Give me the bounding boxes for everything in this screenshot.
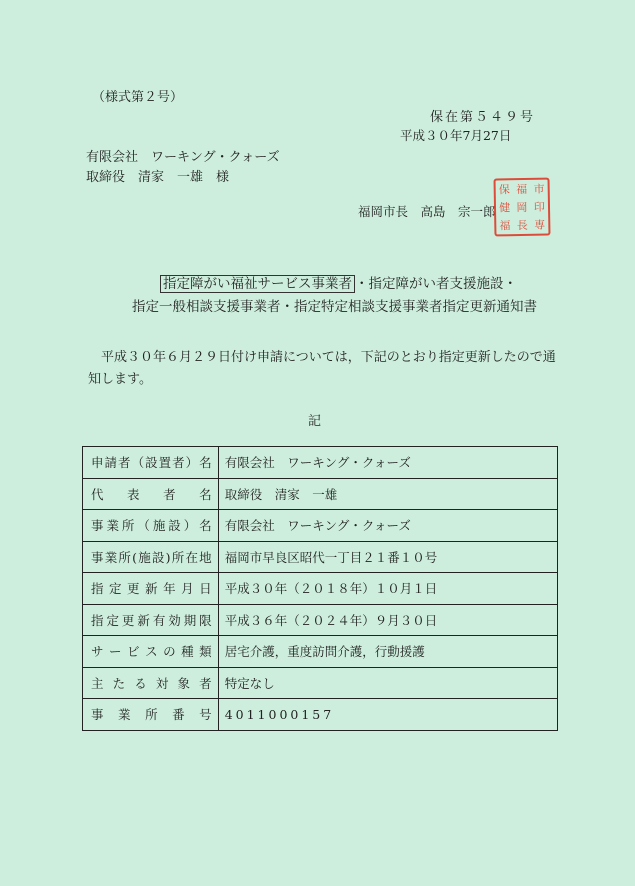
row-label: 指定更新年月日 [83, 573, 219, 605]
row-label: サービスの種類 [83, 636, 219, 668]
row-value: 有限会社 ワーキング・クォーズ [218, 447, 557, 479]
seal-char: 福 [499, 218, 511, 232]
row-label: 指定更新有効期限 [83, 604, 219, 636]
document-number: 保在第５４９号 [430, 110, 536, 125]
notice-title-line2: 指定一般相談支援事業者・指定特定相談支援事業者指定更新通知書 [132, 299, 537, 315]
addressee-person: 取締役 清家 一雄 様 [86, 170, 230, 185]
row-label: 申請者（設置者）名 [83, 447, 219, 479]
seal-char: 印 [533, 200, 545, 214]
table-row [83, 541, 558, 573]
row-value: 取締役 清家 一雄 [218, 478, 557, 510]
row-value: 平成３０年（２０１８年）１０月１日 [218, 573, 557, 605]
row-value: 特定なし [218, 667, 557, 699]
row-label: 事業所番号 [83, 699, 219, 731]
form-number: （様式第２号） [92, 90, 184, 105]
table-row [83, 699, 558, 731]
designation-table [82, 446, 558, 731]
row-label: 事業所（施設）名 [83, 510, 219, 542]
seal-char: 保 [498, 182, 510, 196]
addressee-company: 有限会社 ワーキング・クォーズ [86, 150, 280, 165]
issuer-name: 福岡市長 高島 宗一郎 [358, 204, 496, 219]
table-row [83, 667, 558, 699]
seal-char: 岡 [516, 200, 528, 214]
row-label: 主たる対象者 [83, 667, 219, 699]
row-value: 4011000157 [218, 699, 557, 731]
table-row [83, 510, 558, 542]
notice-title-line1 [160, 272, 517, 292]
seal-char: 専 [534, 218, 546, 232]
row-value: 平成３６年（２０２４年）９月３０日 [218, 604, 557, 636]
row-label: 事業所(施設)所在地 [83, 541, 219, 573]
seal-char: 市 [533, 182, 545, 196]
seal-char: 長 [516, 218, 528, 232]
table-row [83, 478, 558, 510]
notice-title-rest: ・指定障がい者支援施設・ [355, 276, 517, 292]
document-date: 平成３０年7月27日 [400, 128, 512, 143]
official-seal [493, 178, 550, 237]
seal-char: 健 [499, 200, 511, 214]
row-label: 代表者名 [83, 478, 219, 510]
table-row [83, 604, 558, 636]
notice-title-boxed: 指定障がい福祉サービス事業者 [160, 275, 355, 293]
ki-heading: 記 [308, 414, 322, 429]
row-value: 有限会社 ワーキング・クォーズ [218, 510, 557, 542]
table-row [83, 636, 558, 668]
notice-body: 平成３０年６月２９日付け申請については，下記のとおり指定更新したので通知します。 [88, 350, 556, 387]
row-value: 居宅介護，重度訪問介護，行動援護 [218, 636, 557, 668]
seal-char: 福 [516, 182, 528, 196]
row-value: 福岡市早良区昭代一丁目２１番１０号 [218, 541, 557, 573]
table-row [83, 447, 558, 479]
table-row [83, 573, 558, 605]
